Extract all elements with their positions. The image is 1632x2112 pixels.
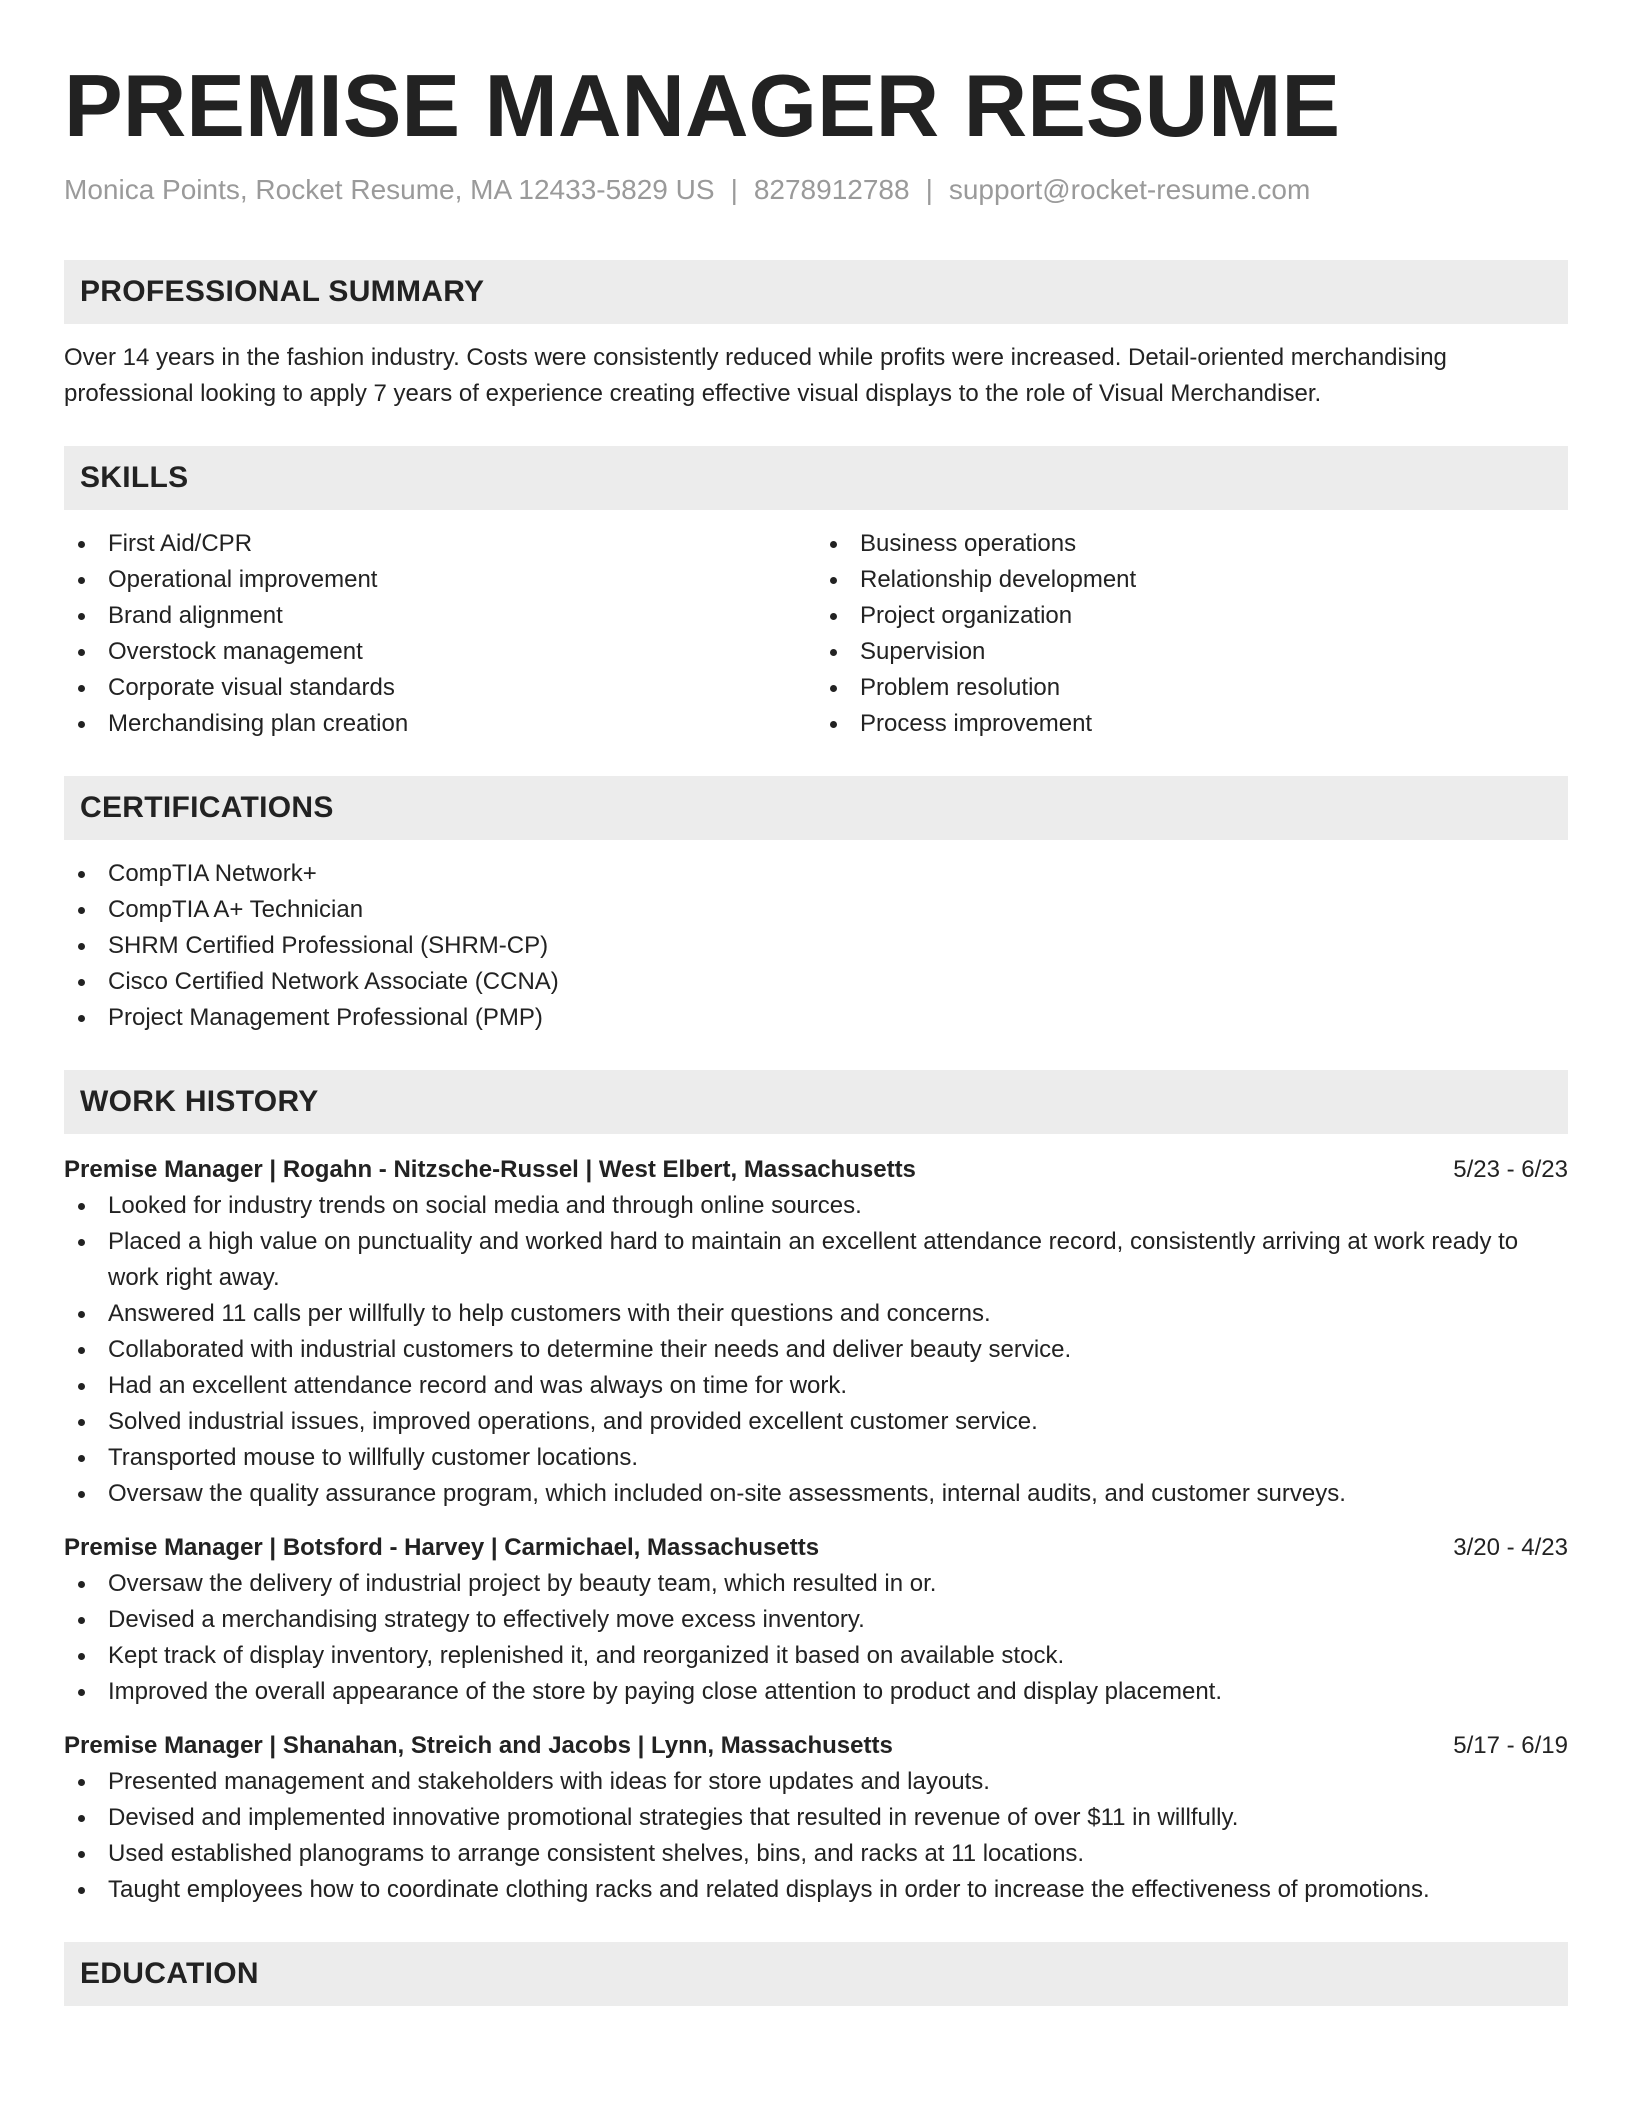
skills-right-list — [816, 526, 1568, 742]
job-header — [64, 1152, 1568, 1188]
contact-email: support@rocket-resume.com — [948, 174, 1311, 205]
list-item: Solved industrial issues, improved operations, and provided excellent customer service. — [64, 1404, 1568, 1440]
job-title: Premise Manager | Rogahn - Nitzsche-Russel | West Elbert, Massachusetts — [64, 1156, 916, 1183]
list-item: Devised and implemented innovative promotional strategies that resulted in revenue of over $11 in willfully. — [64, 1800, 1568, 1836]
list-item: Kept track of display inventory, replenished it, and reorganized it based on available stock. — [64, 1638, 1568, 1674]
skills-left-list — [64, 526, 816, 742]
list-item: Presented management and stakeholders with ideas for store updates and layouts. — [64, 1764, 1568, 1800]
skills-grid — [64, 526, 1568, 742]
list-item: Overstock management — [64, 634, 816, 670]
summary-heading: PROFESSIONAL SUMMARY — [64, 260, 1568, 324]
list-item: Used established planograms to arrange consistent shelves, bins, and racks at 11 locations. — [64, 1836, 1568, 1872]
job-title: Premise Manager | Botsford - Harvey | Carmichael, Massachusetts — [64, 1534, 820, 1561]
list-item: Process improvement — [816, 706, 1568, 742]
list-item: Supervision — [816, 634, 1568, 670]
list-item: Oversaw the quality assurance program, which included on-site assessments, internal audits, and customer surveys. — [64, 1476, 1568, 1512]
job-title: Premise Manager | Shanahan, Streich and Jacobs | Lynn, Massachusetts — [64, 1732, 893, 1759]
contact-line — [64, 174, 1568, 210]
list-item: Transported mouse to willfully customer locations. — [64, 1440, 1568, 1476]
list-item: Merchandising plan creation — [64, 706, 816, 742]
list-item: Had an excellent attendance record and was always on time for work. — [64, 1368, 1568, 1404]
list-item: Relationship development — [816, 562, 1568, 598]
skills-heading: SKILLS — [64, 446, 1568, 510]
job-bullets — [64, 1566, 1568, 1710]
job-bullets — [64, 1188, 1568, 1512]
job-entry — [64, 1152, 1568, 1512]
list-item: First Aid/CPR — [64, 526, 816, 562]
list-item: Oversaw the delivery of industrial project by beauty team, which resulted in or. — [64, 1566, 1568, 1602]
list-item: CompTIA A+ Technician — [64, 892, 1568, 928]
list-item: Cisco Certified Network Associate (CCNA) — [64, 964, 1568, 1000]
list-item: Looked for industry trends on social media and through online sources. — [64, 1188, 1568, 1224]
certifications-list — [64, 856, 1568, 1036]
contact-separator: | — [730, 174, 738, 205]
list-item: Project organization — [816, 598, 1568, 634]
list-item: Project Management Professional (PMP) — [64, 1000, 1568, 1036]
list-item: Business operations — [816, 526, 1568, 562]
job-header — [64, 1728, 1568, 1764]
list-item: Operational improvement — [64, 562, 816, 598]
summary-text: Over 14 years in the fashion industry. Costs were consistently reduced while profits were increased. Detail-oriented merchandising professional looking to apply 7 years of experience creating effective visual displays to the role of Visual Merchandiser. — [64, 344, 1447, 407]
list-item: Corporate visual standards — [64, 670, 816, 706]
list-item: Brand alignment — [64, 598, 816, 634]
list-item: CompTIA Network+ — [64, 856, 1568, 892]
work-history-heading: WORK HISTORY — [64, 1070, 1568, 1134]
contact-address: Monica Points, Rocket Resume, MA 12433-5829 US — [64, 174, 715, 205]
job-entry — [64, 1530, 1568, 1710]
job-entry — [64, 1728, 1568, 1908]
job-dates: 5/17 - 6/19 — [1453, 1732, 1568, 1759]
list-item: SHRM Certified Professional (SHRM-CP) — [64, 928, 1568, 964]
contact-separator: | — [925, 174, 933, 205]
contact-phone: 8278912788 — [753, 174, 910, 205]
page-title: PREMISE MANAGER RESUME — [64, 56, 1341, 155]
list-item: Taught employees how to coordinate clothing racks and related displays in order to increase the effectiveness of promotions. — [64, 1872, 1568, 1908]
education-heading: EDUCATION — [64, 1942, 1568, 2006]
list-item: Problem resolution — [816, 670, 1568, 706]
list-item: Collaborated with industrial customers to determine their needs and deliver beauty service. — [64, 1332, 1568, 1368]
list-item: Devised a merchandising strategy to effectively move excess inventory. — [64, 1602, 1568, 1638]
certifications-heading: CERTIFICATIONS — [64, 776, 1568, 840]
job-dates: 5/23 - 6/23 — [1453, 1156, 1568, 1183]
job-header — [64, 1530, 1568, 1566]
list-item: Improved the overall appearance of the store by paying close attention to product and display placement. — [64, 1674, 1568, 1710]
list-item: Answered 11 calls per willfully to help customers with their questions and concerns. — [64, 1296, 1568, 1332]
job-bullets — [64, 1764, 1568, 1908]
job-dates: 3/20 - 4/23 — [1453, 1534, 1568, 1561]
list-item: Placed a high value on punctuality and worked hard to maintain an excellent attendance record, consistently arriving at work ready to work right away. — [64, 1224, 1568, 1296]
